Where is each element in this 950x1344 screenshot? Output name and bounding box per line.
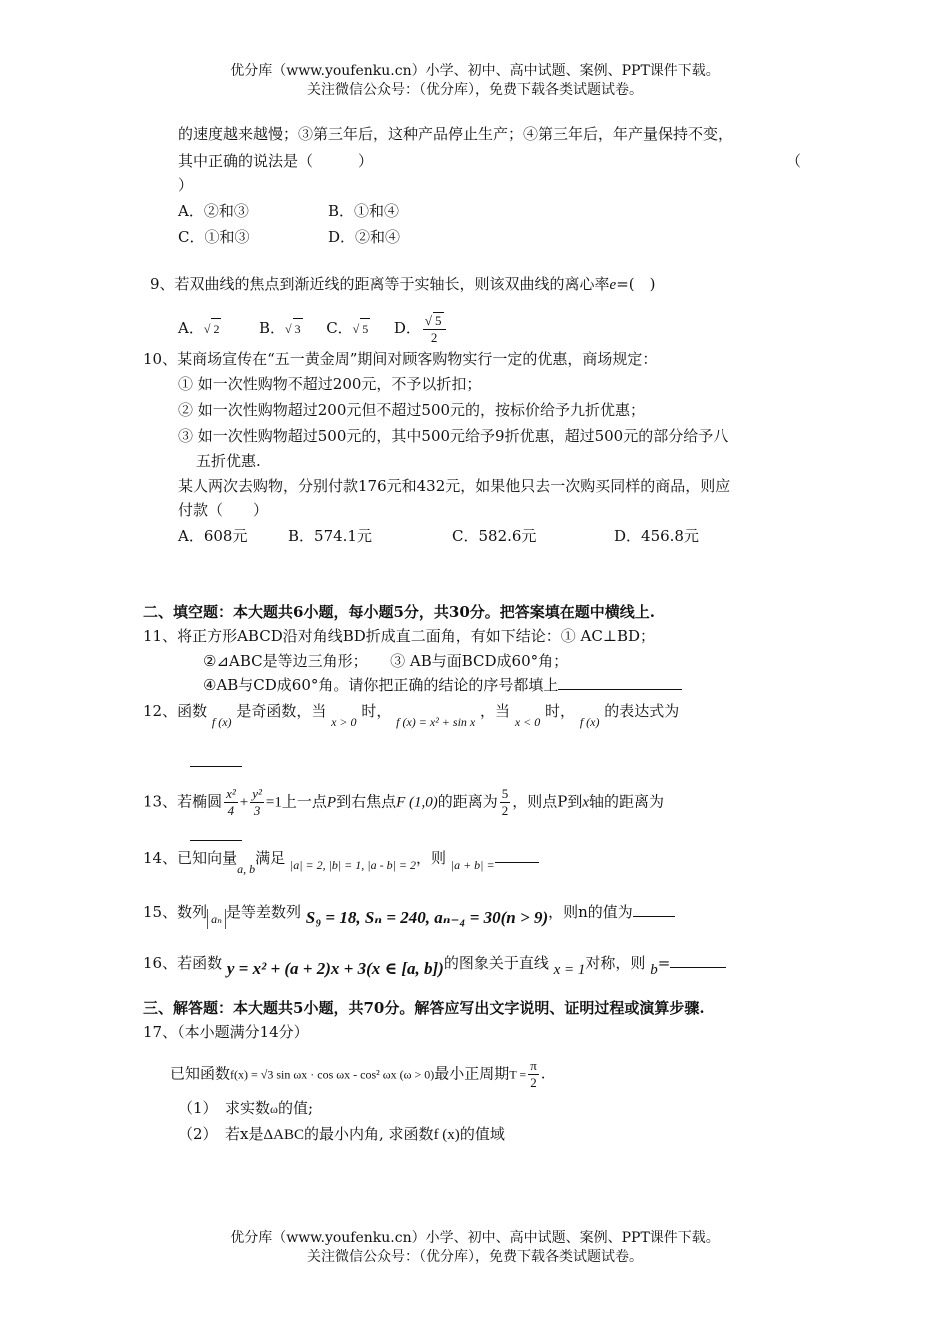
q17-triangle: ΔABC (263, 1127, 305, 1143)
q13-point-p: P (326, 794, 337, 811)
q12-line (143, 701, 680, 729)
q9-option-b-value: 3 (293, 318, 303, 339)
q13-focus-f: F (1,0) (396, 794, 438, 811)
q9-option-d-fraction: $\frac{√ 5}{2}$ (423, 312, 446, 346)
q17-heading: 17、（本小题满分14分） (143, 1023, 309, 1041)
q17-sub-2-text: （2） 若x是 (178, 1125, 264, 1143)
q10-rule-3a: ③ 如一次性购物超过500元的，其中500元给予9折优惠，超过500元的部分给予八 (178, 427, 729, 445)
q17-sub-2 (178, 1124, 505, 1145)
q17-sub-2-tail: 的值域 (459, 1125, 505, 1143)
q17-sub-1-text: （1） 求实数 (178, 1099, 271, 1117)
q12-expression: f (x) = x² + sin x (396, 715, 476, 729)
q10-option-b: B．574.1元 (288, 527, 372, 545)
q12-fx-2: f (x) (579, 715, 600, 729)
q12-answer-blank[interactable] (190, 752, 242, 772)
q17-function: f(x) = √3 sin ωx · cos ωx - cos² ωx (ω > 0) (230, 1067, 435, 1082)
q9-option-d-denominator: 2 (430, 330, 438, 345)
q9-eccentricity: e (609, 277, 617, 293)
q13-text-a: 13、若椭圆 (143, 792, 223, 811)
q11-answer-blank[interactable] (558, 675, 682, 690)
q11-line-3 (203, 675, 682, 695)
q12-text-a: 12、函数 (143, 702, 208, 720)
q9-option-c-label: C． (326, 319, 353, 337)
section-3-title: 三、解答题：本大题共5小题，共70分。解答应写出文字说明、证明过程或演算步骤. (143, 999, 705, 1017)
q14-text-a: 14、已知向量 (143, 849, 238, 867)
q9-option-d-label: D． (393, 319, 421, 337)
q8-option-c: C．①和③ (178, 228, 250, 246)
q10-option-a: A．608元 (178, 527, 248, 545)
q10-option-c: C．582.6元 (452, 527, 537, 545)
q17-text-b: 最小正周期 (434, 1064, 510, 1083)
q8-continuation-2: 其中正确的说法是（ ） (178, 152, 374, 170)
q13-text-c: 到右焦点 (336, 792, 397, 811)
header-line-2: 关注微信公众号：（优分库），免费下载各类试题试卷。 (307, 82, 643, 98)
q11-line-1: 11、将正方形ABCD沿对角线BD折成直二面角，有如下结论：① AC⊥BD； (143, 627, 656, 645)
q8-paren-open: （ (786, 152, 802, 170)
q9-option-c-value: 5 (360, 318, 370, 339)
q9-option-b-sqrt: √ 3 (285, 322, 303, 336)
q11-line-3-text: ④AB与CD成60°角。请你把正确的结论的序号都填上 (203, 676, 559, 694)
q10-rule-3b: 五折优惠. (196, 452, 261, 470)
footer-line-2: 关注微信公众号：（优分库），免费下载各类试题试卷。 (307, 1249, 643, 1265)
q11-line-2: ②⊿ABC是等边三角形； ③ AB与面BCD成60°角； (203, 652, 569, 670)
q16-axis-line: x = 1 (553, 962, 586, 978)
q15-conditions: S₉ = 18, Sₙ = 240, aₙ₋₄ = 30(n > 9) (305, 908, 549, 927)
q9-stem (150, 274, 656, 295)
q14-text-b: 满足 (255, 849, 286, 867)
q17-statement (170, 1058, 546, 1091)
q13-fraction-y: $\frac{\text{y²}}{3}$ (252, 786, 262, 818)
q8-continuation-1: 的速度越来越慢；③第三年后，这种产品停止生产；④第三年后，年产量保持不变， (178, 125, 734, 143)
q15-sequence: aₙ (207, 909, 226, 929)
q14-line (143, 848, 539, 876)
q13-text-d: 的距离为 (437, 792, 498, 811)
q17-period-t: T = (509, 1067, 527, 1082)
q17-fx: f (x) (433, 1127, 460, 1143)
q12-text-b: 是奇函数，当 (236, 702, 327, 720)
q12-text-e: 时， (545, 702, 576, 720)
q10-rule-1: ① 如一次性购物不超过200元，不予以折扣； (178, 375, 482, 393)
q16-text-c: 对称，则 (585, 954, 646, 972)
q17-sub-1-tail: 的值; (277, 1099, 314, 1117)
q13-equals-one: =1 (265, 794, 282, 811)
q10-option-d: D．456.8元 (614, 527, 699, 545)
q10-rule-2: ② 如一次性购物超过200元但不超过500元的，按标价给予九折优惠； (178, 401, 646, 419)
q8-option-d: D．②和④ (328, 228, 401, 246)
q9-option-a-sqrt: √ 2 (204, 322, 222, 336)
q9-options (178, 312, 448, 346)
q15-line (143, 902, 675, 927)
q15-text-a: 15、数列 (143, 903, 208, 921)
q9-option-b-label: B． (259, 319, 286, 337)
q10-stem: 10、某商场宣传在“五一黄金周”期间对顾客购物实行一定的优惠，商场规定： (143, 350, 658, 368)
q14-answer-blank[interactable] (495, 848, 539, 863)
q12-fx-1: f (x) (211, 715, 232, 729)
q17-sub-1 (178, 1098, 313, 1119)
q8-paren-close: ） (178, 176, 194, 194)
q13-text-e: ，则点P到 (512, 792, 583, 811)
q13-distance-fraction: $\frac{5}{2}$ (501, 786, 509, 818)
q13-line (143, 786, 664, 819)
q15-answer-blank[interactable] (633, 902, 675, 917)
footer-line-1: 优分库（www.youfenku.cn）小学、初中、高中试题、案例、PPT课件下载。 (230, 1230, 720, 1246)
q13-text-b: 上一点 (281, 792, 327, 811)
q14-text-c: ，则 (415, 849, 446, 867)
q12-text-g: 的表达式为 (604, 702, 680, 720)
q12-text-c: 时， (361, 702, 392, 720)
q8-option-a: A．②和③ (178, 202, 249, 220)
q14-target: |a + b| = (450, 858, 495, 872)
q17-period-fraction: $\frac{\pi}{2}$ (530, 1058, 537, 1090)
q16-function: y = x² + (a + 2)x + 3(x ∈ [a, b]) (226, 959, 444, 978)
q13-fraction-x: $\frac{\text{x²}}{4}$ (226, 786, 236, 818)
q14-conditions: |a| = 2, |b| = 1, |a - b| = 2 (289, 858, 416, 872)
q15-text-c: ，则n的值为 (548, 903, 633, 921)
q8-option-b: B．①和④ (328, 202, 400, 220)
q16-equals: = (657, 954, 671, 972)
q9-tail: =( ) (616, 275, 656, 293)
q16-text-b: 的图象关于直线 (443, 954, 549, 972)
q12-cond-positive: x > 0 (331, 715, 357, 729)
q17-sub-2-mid: 的最小内角, 求函数 (304, 1125, 434, 1143)
q16-b-variable: b (650, 962, 658, 978)
q15-text-b: 是等差数列 (225, 903, 301, 921)
q14-vectors: a, b (237, 862, 256, 876)
q9-option-d-numerator: 5 (435, 313, 442, 328)
q12-text-d: ，当 (480, 702, 511, 720)
q12-cond-negative: x < 0 (514, 715, 541, 729)
q13-answer-blank[interactable] (190, 826, 242, 846)
q17-omega: ω (270, 1102, 278, 1116)
q9-option-a-value: 2 (211, 318, 221, 339)
q16-answer-blank[interactable] (670, 953, 726, 968)
q17-dot: . (540, 1064, 546, 1083)
header-line-1: 优分库（www.youfenku.cn）小学、初中、高中试题、案例、PPT课件下载。 (230, 63, 720, 79)
q13-text-f: 轴的距离为 (589, 792, 665, 811)
q13-plus: + (239, 794, 249, 811)
q13-x-axis: x (582, 794, 590, 811)
q9-stem-text: 9、若双曲线的焦点到渐近线的距离等于实轴长，则该双曲线的离心率 (150, 275, 610, 293)
q10-question-2: 付款（ ） (178, 501, 269, 519)
q10-question-1: 某人两次去购物，分别付款176元和432元，如果他只去一次购买同样的商品，则应 (178, 477, 731, 495)
section-2-title: 二、填空题：本大题共6小题，每小题5分，共30分。把答案填在题中横线上. (143, 603, 655, 621)
q16-text-a: 16、若函数 (143, 954, 223, 972)
q9-option-c-sqrt: √ 5 (353, 322, 371, 336)
q9-option-a-label: A． (178, 319, 204, 337)
q16-line (143, 953, 726, 978)
q17-text-a: 已知函数 (170, 1064, 231, 1083)
